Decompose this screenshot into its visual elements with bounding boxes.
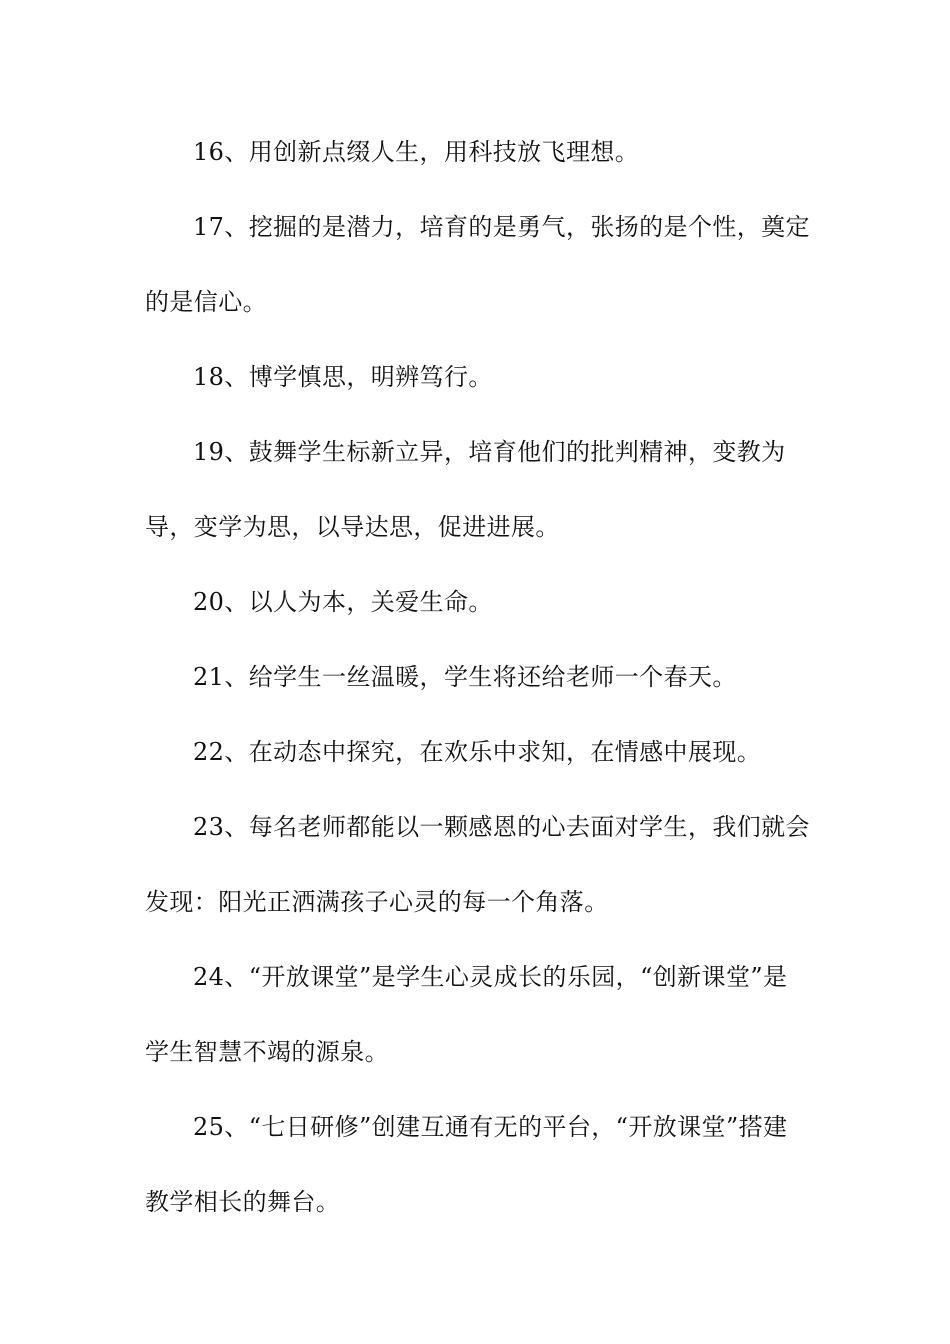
paragraph-25: 25、“七日研修”创建互通有无的平台，“开放课堂”搭建教学相长的舞台。 (145, 1113, 788, 1216)
paragraph-23: 23、每名老师都能以一颗感恩的心去面对学生，我们就会发现：阳光正洒满孩子心灵的每一个角落。 (145, 813, 810, 916)
paragraph-22: 22、在动态中探究，在欢乐中求知，在情感中展现。 (193, 738, 762, 766)
paragraph-17: 17、挖掘的是潜力，培育的是勇气，张扬的是个性，奠定的是信心。 (145, 213, 810, 316)
paragraph-19: 19、鼓舞学生标新立异，培育他们的批判精神，变教为导，变学为思，以导达思，促进进展。 (145, 438, 786, 541)
paragraph-16: 16、用创新点缀人生，用科技放飞理想。 (193, 138, 640, 166)
paragraph-21: 21、给学生一丝温暖，学生将还给老师一个春天。 (193, 663, 737, 691)
paragraph-20: 20、以人为本，关爱生命。 (193, 588, 493, 616)
paragraph-18: 18、博学慎思，明辨笃行。 (193, 363, 493, 391)
paragraph-24: 24、“开放课堂”是学生心灵成长的乐园，“创新课堂”是学生智慧不竭的源泉。 (145, 963, 788, 1066)
